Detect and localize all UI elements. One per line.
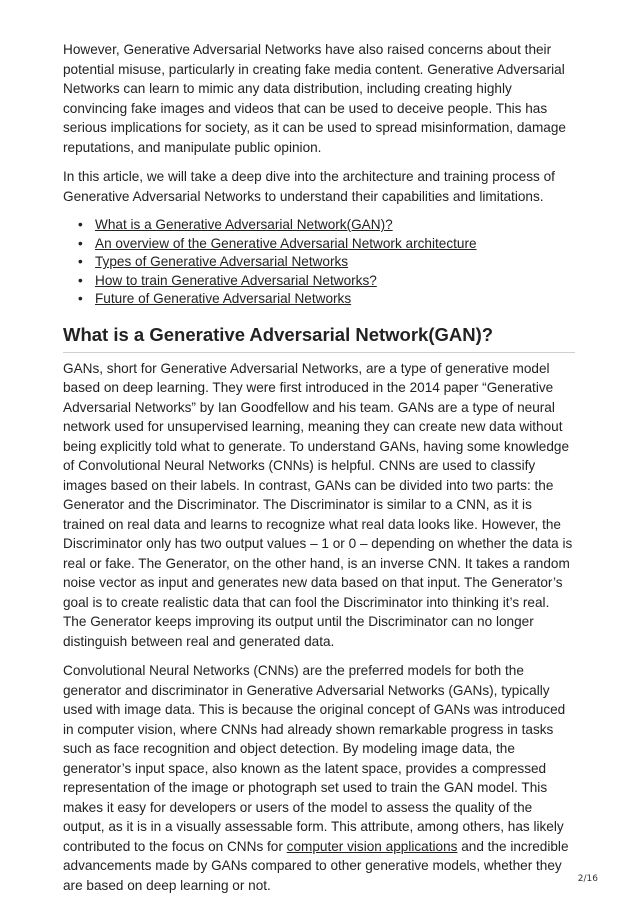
paragraph-text: Convolutional Neural Networks (CNNs) are the preferred models for both the generator and discriminator in Generative Adversarial Networks (GANs), typically used with image data. This is because the original concept of GANs was introduced in computer vision, where CNNs had already shown remarkable progress in tasks such as face recognition and object detection. By modeling image data, the generator’s input space, also known as the latent space, provides a compressed representation of the image or photograph set used to train the GAN model. This makes it easy for developers or users of the model to assess the quality of the output, as it is in a visually assessable form. This attribute, among others, has likely contributed to the focus on CNNs for (63, 663, 566, 854)
section-paragraph-2 (63, 661, 575, 895)
toc-link-architecture-overview[interactable]: An overview of the Generative Adversarial Network architecture (95, 235, 477, 251)
toc-item (78, 216, 575, 235)
paragraph-text: and the incredible advancements made by GANs compared to other generative models, whether they are based on deep learning or not. (63, 838, 569, 893)
bullet-icon: • (78, 235, 83, 251)
toc-link-how-to-train[interactable]: How to train Generative Adversarial Networks? (95, 272, 377, 288)
toc-item (78, 253, 575, 272)
toc-link-what-is-gan[interactable]: What is a Generative Adversarial Network(GAN)? (95, 217, 393, 232)
bullet-icon: • (78, 291, 83, 307)
section-paragraph-1: GANs, short for Generative Adversarial Networks, are a type of generative model based on deep learning. They were first introduced in the 2014 paper “Generative Adversarial Networks” by Ian Goodfellow and his team. GANs are a type of neural network used for unsupervised learning, meaning they can create new data without being explicitly told what to generate. To understand GANs, having some knowledge of Convolutional Neural Networks (CNNs) is helpful. CNNs are used to classify images based on their labels. In contrast, GANs can be divided into two parts: the Generator and the Discriminator. The Discriminator is similar to a CNN, as it is trained on real data and learns to recognize what real data looks like. However, the Discriminator only has two output values – 1 or 0 – depending on whether the data is real or fake. The Generator, on the other hand, is an inverse CNN. It takes a random noise vector as input and generates new data based on that input. The Generator’s goal is to create realistic data that can fool the Discriminator into thinking it’s real. The Generator keeps improving its output until the Discriminator can no longer distinguish between real and generated data. (63, 360, 573, 649)
bullet-icon: • (78, 217, 83, 232)
toc-item (78, 290, 575, 309)
section-heading: What is a Generative Adversarial Network(GAN)? (63, 323, 575, 353)
toc-item (78, 235, 575, 254)
intro-paragraph-1: However, Generative Adversarial Networks have also raised concerns about their potential misuse, particularly in creating fake media content. Generative Adversarial Networks can learn to mimic any data distribution, including creating highly convincing fake images and videos that can be used to deceive people. This has serious implications for society, as it can be used to spread misinformation, damage reputations, and manipulate public opinion. (63, 42, 566, 155)
bullet-icon: • (78, 254, 83, 270)
computer-vision-link[interactable]: computer vision applications (286, 838, 458, 854)
document-page (63, 40, 575, 895)
page-number: 2/16 (577, 874, 598, 884)
intro-paragraph-2: In this article, we will take a deep dive into the architecture and training process of Generative Adversarial Networks to understand their capabilities and limitations. (63, 169, 555, 204)
bullet-icon: • (78, 272, 83, 288)
toc-link-types-of-gans[interactable]: Types of Generative Adversarial Networks (95, 254, 349, 270)
toc-item (78, 272, 575, 291)
toc-link-future-of-gans[interactable]: Future of Generative Adversarial Networks (95, 291, 352, 307)
table-of-contents (63, 216, 575, 309)
